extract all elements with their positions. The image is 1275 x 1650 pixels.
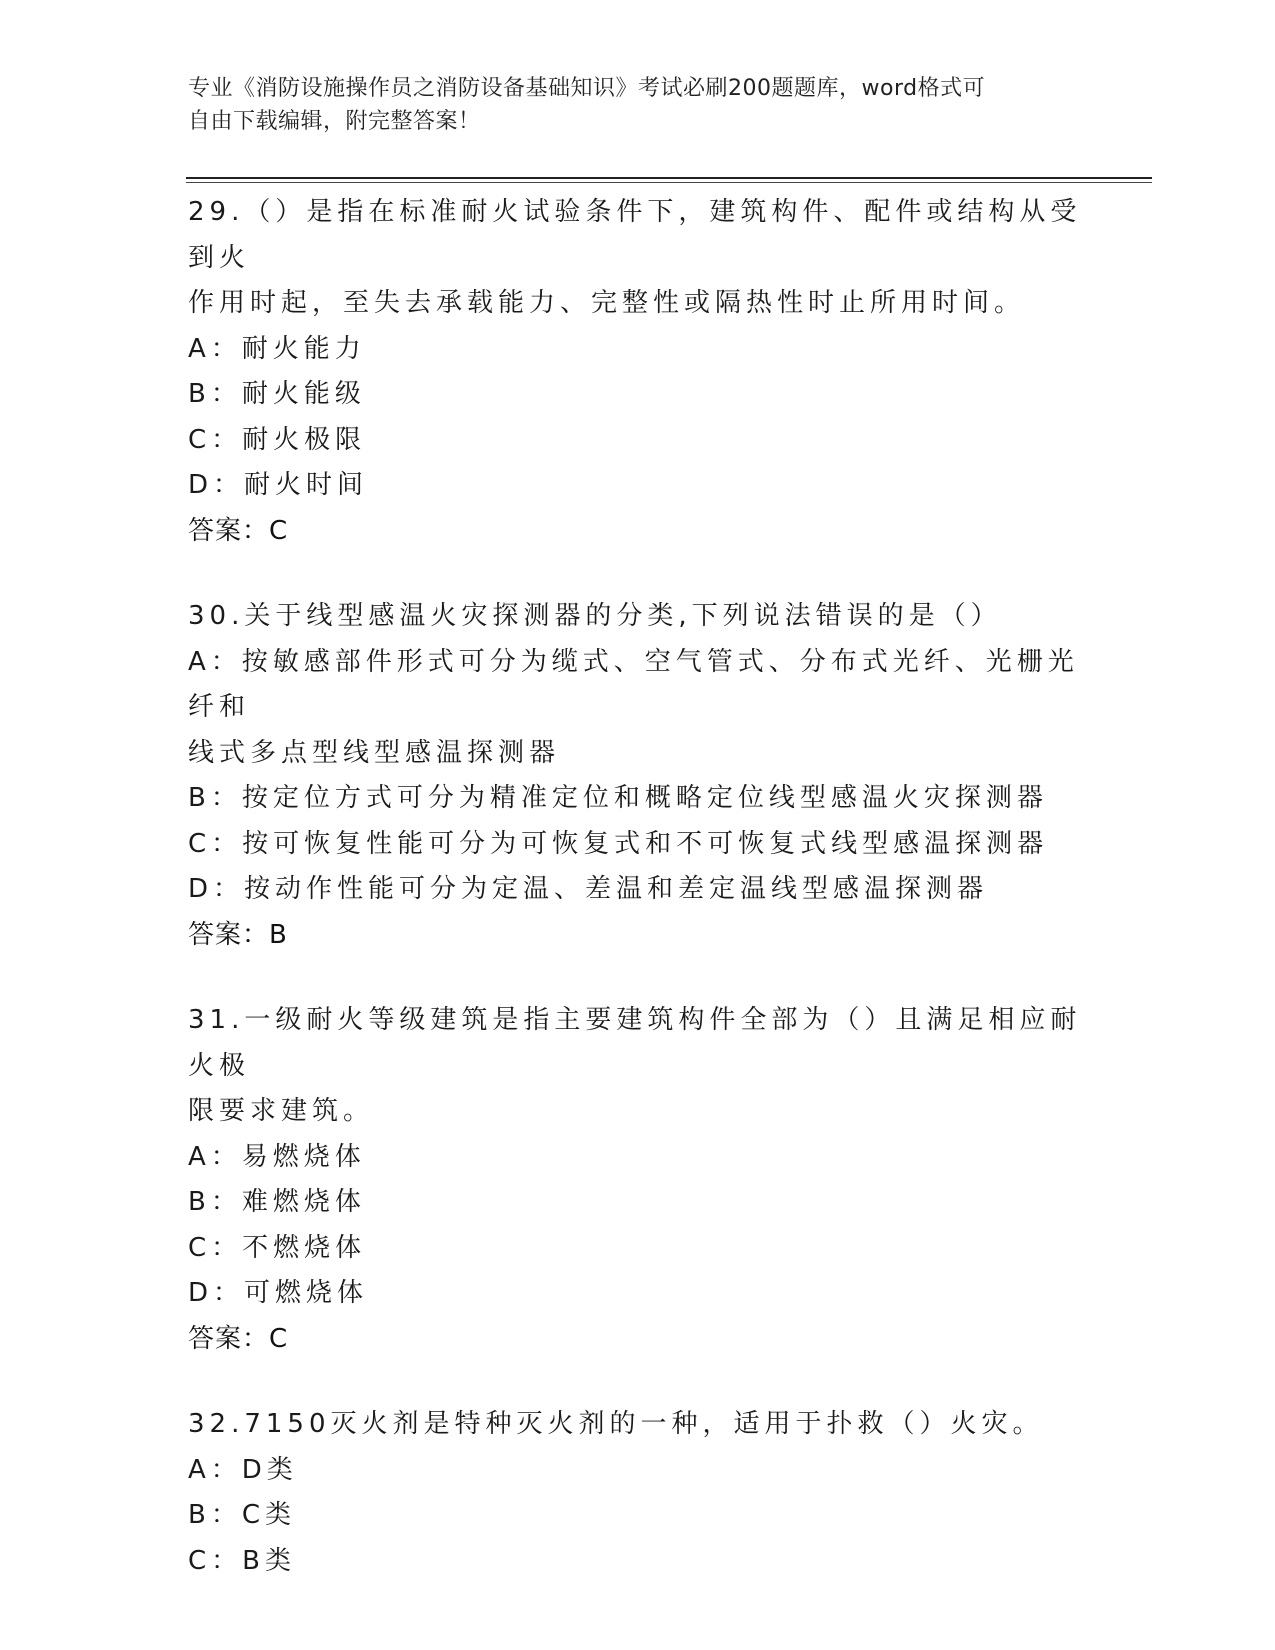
question-29 [188, 190, 1088, 554]
option-a: A：按敏感部件形式可分为缆式、空气管式、分布式光纤、光栅光纤和 [188, 646, 1079, 722]
option-d: D：按动作性能可分为定温、差温和差定温线型感温探测器 [188, 874, 989, 904]
question-stem-line: 作用时起，至失去承载能力、完整性或隔热性时止所用时间。 [188, 288, 1026, 318]
question-stem-line: 限要求建筑。 [188, 1096, 375, 1126]
option-a: A：易燃烧体 [188, 1141, 366, 1172]
question-stem-line: 29.（）是指在标准耐火试验条件下，建筑构件、配件或结构从受到火 [188, 197, 1082, 273]
answer-line: 答案：C [188, 515, 289, 546]
question-32 [188, 1402, 1088, 1584]
answer-line: 答案：B [188, 919, 288, 950]
question-list [188, 190, 1088, 1624]
question-stem-line: 32.7150灭火剂是特种灭火剂的一种，适用于扑救（）火灾。 [188, 1409, 1044, 1439]
option-b: B：按定位方式可分为精准定位和概略定位线型感温火灾探测器 [188, 783, 1048, 813]
option-c: C：不燃烧体 [188, 1232, 367, 1263]
option-a: A：耐火能力 [188, 333, 366, 364]
question-stem-line: 30.关于线型感温火灾探测器的分类,下列说法错误的是（） [188, 601, 1002, 631]
header-divider-thick [186, 177, 1152, 179]
option-d: D：可燃烧体 [188, 1278, 369, 1308]
document-header [188, 72, 1068, 138]
header-divider-thin [186, 182, 1152, 183]
option-c: C：按可恢复性能可分为可恢复式和不可恢复式线型感温探测器 [188, 828, 1049, 859]
answer-line: 答案：C [188, 1323, 289, 1354]
option-d: D：耐火时间 [188, 470, 369, 500]
option-c: C：耐火极限 [188, 424, 367, 455]
option-b: B：难燃烧体 [188, 1187, 366, 1217]
option-b: B：C类 [188, 1500, 296, 1530]
option-c: C：B类 [188, 1545, 296, 1576]
option-a: A：D类 [188, 1454, 298, 1485]
header-line-1: 专业《消防设施操作员之消防设备基础知识》考试必刷200题题库，word格式可 [188, 76, 986, 101]
question-30 [188, 594, 1088, 958]
option-b: B：耐火能级 [188, 379, 366, 409]
header-line-2: 自由下载编辑，附完整答案！ [188, 109, 481, 134]
option-a-continued: 线式多点型线型感温探测器 [188, 737, 561, 768]
question-31 [188, 998, 1088, 1362]
question-stem-line: 31.一级耐火等级建筑是指主要建筑构件全部为（）且满足相应耐火极 [188, 1005, 1082, 1081]
